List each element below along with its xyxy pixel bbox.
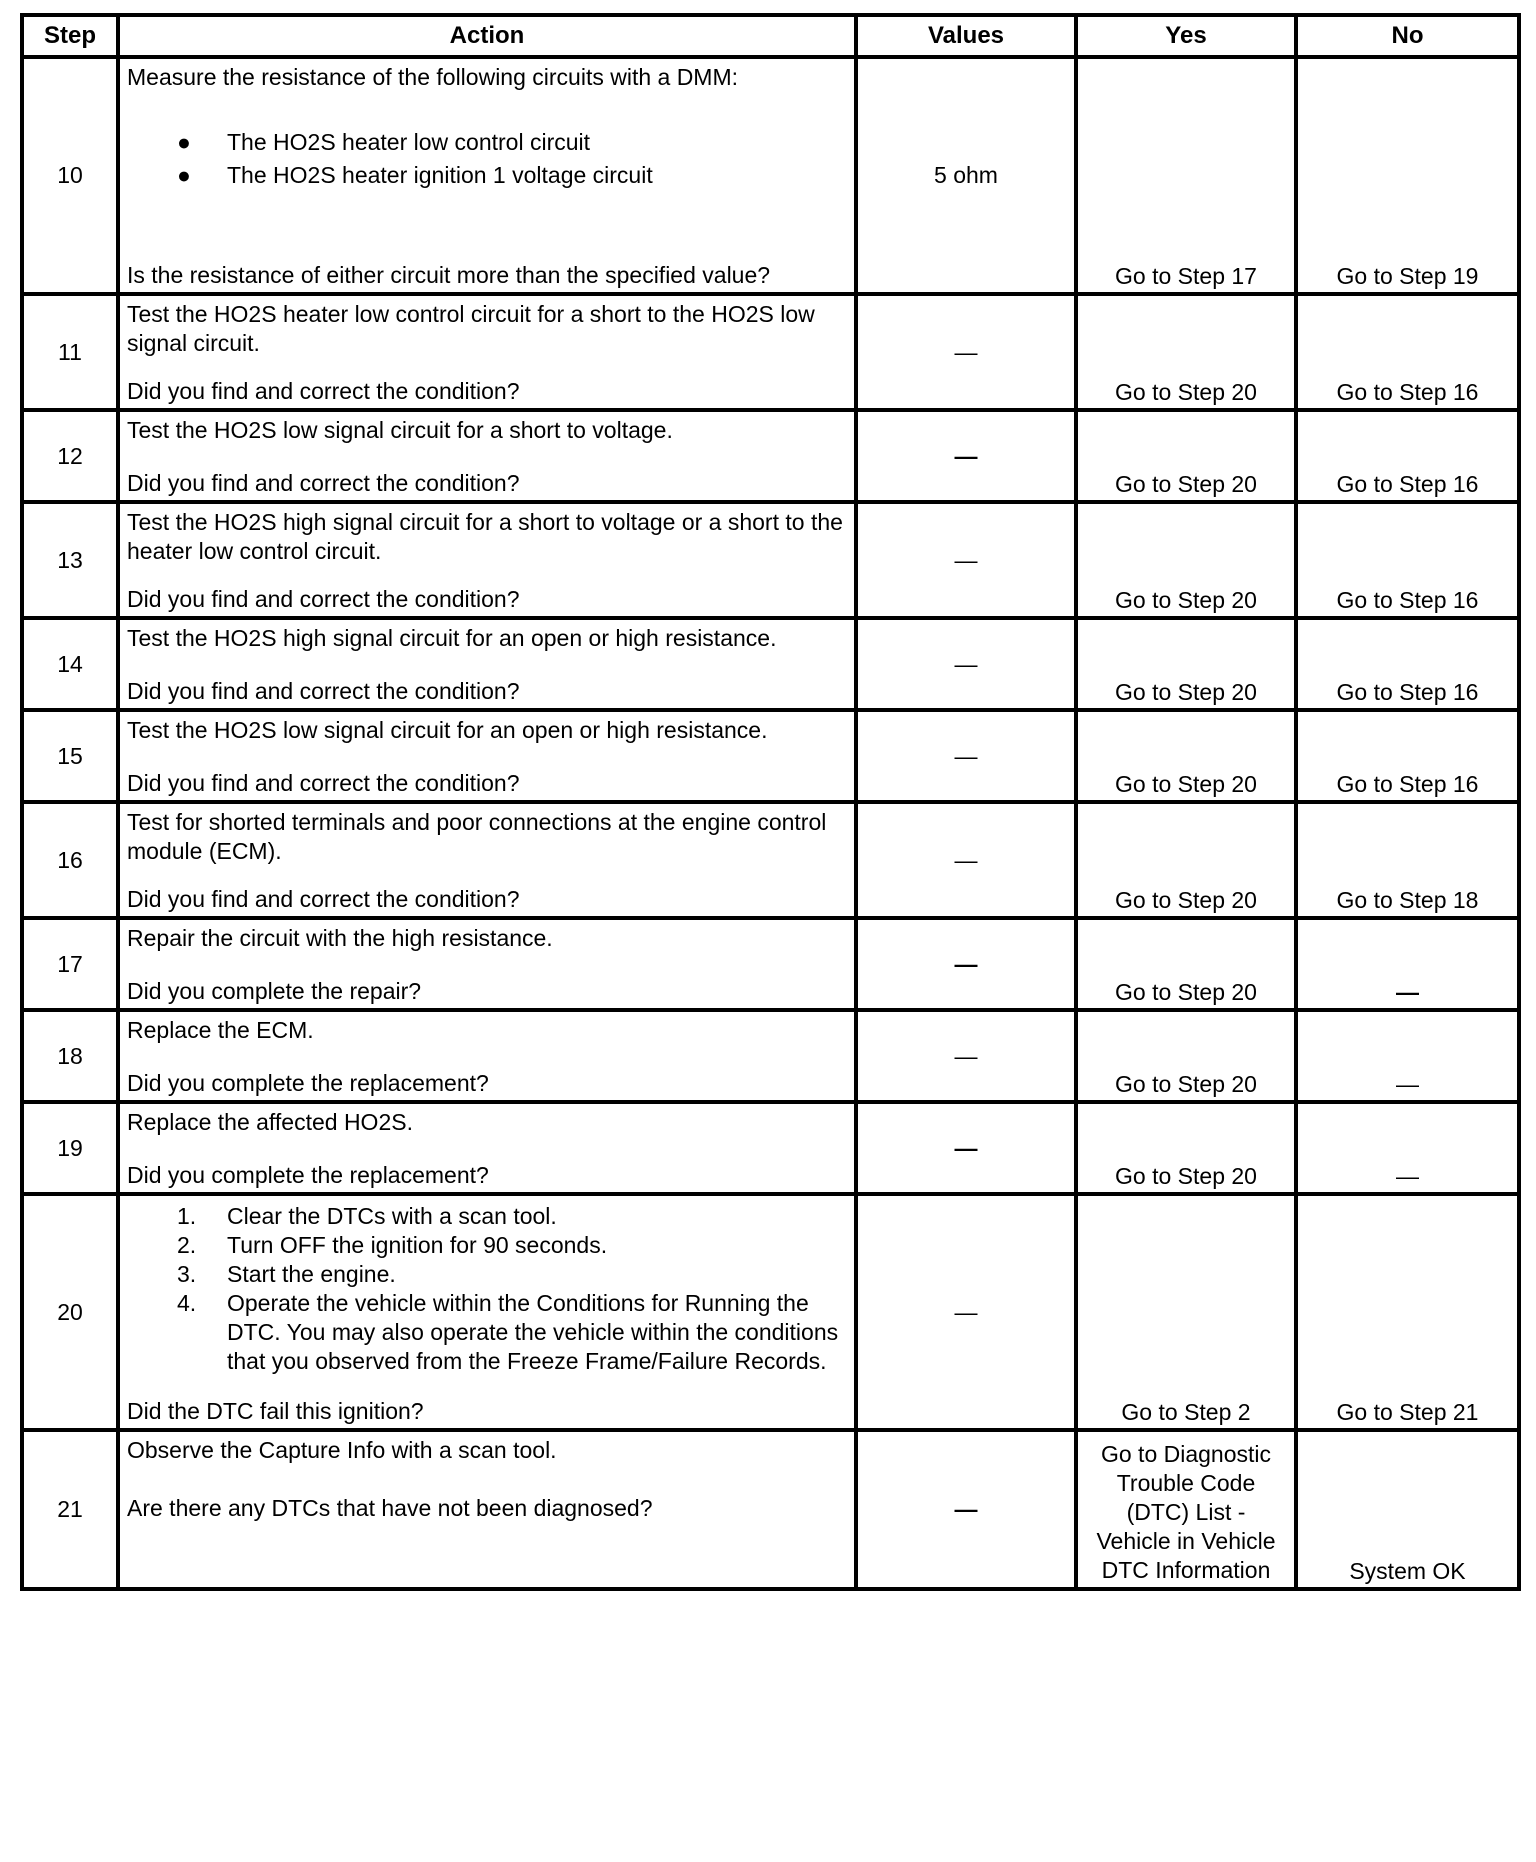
action-cell bbox=[118, 410, 856, 502]
action-question: Did you find and correct the condition? bbox=[127, 770, 520, 796]
action-cell bbox=[118, 710, 856, 802]
action-cell bbox=[118, 57, 856, 294]
yes-cell bbox=[1076, 502, 1296, 618]
step-number: 18 bbox=[22, 1010, 118, 1102]
list-item bbox=[127, 159, 846, 192]
no-cell bbox=[1296, 57, 1519, 294]
action-text: Test the HO2S high signal circuit for an open or high resistance. bbox=[127, 625, 777, 651]
no-result: Go to Step 16 bbox=[1336, 587, 1479, 613]
step-number: 19 bbox=[22, 1102, 118, 1194]
yes-result: Go to Step 20 bbox=[1115, 587, 1257, 613]
action-question: Did you find and correct the condition? bbox=[127, 470, 520, 496]
yes-result: Go to Step 20 bbox=[1115, 1071, 1257, 1097]
value-cell: — bbox=[856, 1102, 1076, 1194]
table-row-step-19 bbox=[22, 1102, 1519, 1194]
list-item bbox=[127, 1231, 846, 1260]
table-row-step-12 bbox=[22, 410, 1519, 502]
yes-cell bbox=[1076, 294, 1296, 410]
table-row-step-15 bbox=[22, 710, 1519, 802]
yes-cell bbox=[1076, 410, 1296, 502]
yes-result: Go to Step 20 bbox=[1115, 379, 1257, 405]
action-question: Did you find and correct the condition? bbox=[127, 678, 520, 704]
action-question: Did you complete the repair? bbox=[127, 978, 422, 1004]
value-cell: — bbox=[856, 710, 1076, 802]
list-number: 1. bbox=[177, 1203, 197, 1229]
step-number: 14 bbox=[22, 618, 118, 710]
bullet-icon: ● bbox=[177, 162, 191, 188]
action-text: Repair the circuit with the high resistance. bbox=[127, 925, 553, 951]
action-cell bbox=[118, 918, 856, 1010]
no-result: — bbox=[1396, 1071, 1419, 1097]
yes-result: Go to Step 20 bbox=[1115, 979, 1257, 1005]
list-text: Turn OFF the ignition for 90 seconds. bbox=[227, 1232, 608, 1258]
action-question: Are there any DTCs that have not been diagnosed? bbox=[127, 1495, 653, 1521]
list-item bbox=[127, 1289, 846, 1376]
step-number: 21 bbox=[22, 1430, 118, 1589]
no-result: — bbox=[1396, 979, 1419, 1005]
yes-cell bbox=[1076, 1102, 1296, 1194]
no-cell bbox=[1296, 1430, 1519, 1589]
action-text: Test the HO2S low signal circuit for an open or high resistance. bbox=[127, 717, 768, 743]
table-row-step-20 bbox=[22, 1194, 1519, 1430]
diagnostic-table-sheet bbox=[20, 13, 1517, 1591]
yes-result: Go to Step 20 bbox=[1115, 1163, 1257, 1189]
table-row-step-16 bbox=[22, 802, 1519, 918]
action-text: Observe the Capture Info with a scan tool. bbox=[127, 1437, 557, 1463]
no-cell bbox=[1296, 802, 1519, 918]
header-no: No bbox=[1296, 15, 1519, 57]
action-cell bbox=[118, 802, 856, 918]
action-cell bbox=[118, 1010, 856, 1102]
yes-result: Go to Step 20 bbox=[1115, 771, 1257, 797]
list-number: 2. bbox=[177, 1232, 197, 1258]
no-result: Go to Step 16 bbox=[1336, 679, 1479, 705]
list-item bbox=[127, 1202, 846, 1231]
no-result: Go to Step 21 bbox=[1336, 1399, 1479, 1425]
no-cell bbox=[1296, 410, 1519, 502]
action-text: Test the HO2S heater low control circuit for a short to the HO2S low signal circuit. bbox=[127, 301, 815, 356]
bullet-text: The HO2S heater low control circuit bbox=[227, 129, 591, 155]
table-row-step-13 bbox=[22, 502, 1519, 618]
value-cell: — bbox=[856, 802, 1076, 918]
yes-result-line: DTC Information bbox=[1101, 1557, 1271, 1583]
value-cell: — bbox=[856, 918, 1076, 1010]
yes-cell bbox=[1076, 1194, 1296, 1430]
no-cell bbox=[1296, 618, 1519, 710]
yes-result: Go to Step 17 bbox=[1115, 263, 1257, 289]
yes-result: Go to Step 2 bbox=[1121, 1399, 1251, 1425]
no-cell bbox=[1296, 1194, 1519, 1430]
no-result: System OK bbox=[1349, 1558, 1466, 1584]
value-cell: — bbox=[856, 618, 1076, 710]
table-row-step-21 bbox=[22, 1430, 1519, 1589]
no-result: Go to Step 19 bbox=[1336, 263, 1479, 289]
yes-result-line: Go to Diagnostic bbox=[1100, 1441, 1272, 1467]
step-number: 17 bbox=[22, 918, 118, 1010]
action-question: Did the DTC fail this ignition? bbox=[127, 1398, 424, 1424]
bullet-text: The HO2S heater ignition 1 voltage circuit bbox=[227, 162, 653, 188]
header-step: Step bbox=[22, 15, 118, 57]
value-cell: — bbox=[856, 294, 1076, 410]
value-cell: — bbox=[856, 1194, 1076, 1430]
table-row-step-14 bbox=[22, 618, 1519, 710]
yes-result: Go to Step 20 bbox=[1115, 887, 1257, 913]
table-header-row bbox=[22, 15, 1519, 57]
value-cell: — bbox=[856, 1430, 1076, 1589]
no-result: Go to Step 16 bbox=[1336, 771, 1479, 797]
action-text: Test the HO2S low signal circuit for a short to voltage. bbox=[127, 417, 673, 443]
action-cell bbox=[118, 502, 856, 618]
value-cell: — bbox=[856, 410, 1076, 502]
action-cell bbox=[118, 1430, 856, 1589]
yes-result bbox=[1078, 1440, 1294, 1585]
yes-cell bbox=[1076, 710, 1296, 802]
action-question: Did you complete the replacement? bbox=[127, 1070, 489, 1096]
list-number: 4. bbox=[177, 1290, 197, 1316]
yes-result: Go to Step 20 bbox=[1115, 679, 1257, 705]
value-cell: 5 ohm bbox=[856, 57, 1076, 294]
yes-result-line: Vehicle in Vehicle bbox=[1096, 1528, 1276, 1554]
list-text: Operate the vehicle within the Conditions for Running the DTC. You may also operate the vehicle within the conditions that you observed from the Freeze Frame/Failure Records. bbox=[227, 1290, 839, 1374]
action-text: Replace the ECM. bbox=[127, 1017, 314, 1043]
step-number: 11 bbox=[22, 294, 118, 410]
action-text: Replace the affected HO2S. bbox=[127, 1109, 413, 1135]
action-text: Test the HO2S high signal circuit for a short to voltage or a short to the heater low control circuit. bbox=[127, 509, 843, 564]
value-cell: — bbox=[856, 502, 1076, 618]
yes-result-line: (DTC) List - bbox=[1126, 1499, 1246, 1525]
no-result: Go to Step 18 bbox=[1336, 887, 1479, 913]
action-question: Did you find and correct the condition? bbox=[127, 586, 520, 612]
action-question: Did you complete the replacement? bbox=[127, 1162, 489, 1188]
action-question: Did you find and correct the condition? bbox=[127, 378, 520, 404]
action-question: Did you find and correct the condition? bbox=[127, 886, 520, 912]
diagnostic-steps-table bbox=[20, 13, 1521, 1591]
no-cell bbox=[1296, 502, 1519, 618]
yes-cell bbox=[1076, 57, 1296, 294]
action-question: Is the resistance of either circuit more than the specified value? bbox=[127, 262, 771, 288]
action-cell bbox=[118, 618, 856, 710]
yes-cell bbox=[1076, 618, 1296, 710]
list-text: Start the engine. bbox=[227, 1261, 396, 1287]
no-result: Go to Step 16 bbox=[1336, 379, 1479, 405]
yes-cell bbox=[1076, 918, 1296, 1010]
table-row-step-11 bbox=[22, 294, 1519, 410]
yes-cell bbox=[1076, 1430, 1296, 1589]
bullet-icon: ● bbox=[177, 129, 191, 155]
step-number: 15 bbox=[22, 710, 118, 802]
numbered-list bbox=[127, 1202, 846, 1376]
step-number: 12 bbox=[22, 410, 118, 502]
no-result: — bbox=[1396, 1163, 1419, 1189]
table-row-step-17 bbox=[22, 918, 1519, 1010]
no-cell bbox=[1296, 294, 1519, 410]
action-text: Measure the resistance of the following circuits with a DMM: bbox=[127, 64, 739, 90]
value-cell: — bbox=[856, 1010, 1076, 1102]
action-text: Test for shorted terminals and poor connections at the engine control module (ECM). bbox=[127, 809, 827, 864]
list-item bbox=[127, 1260, 846, 1289]
no-cell bbox=[1296, 1010, 1519, 1102]
list-number: 3. bbox=[177, 1261, 197, 1287]
no-result: Go to Step 16 bbox=[1336, 471, 1479, 497]
header-values: Values bbox=[856, 15, 1076, 57]
header-action: Action bbox=[118, 15, 856, 57]
no-cell bbox=[1296, 710, 1519, 802]
list-text: Clear the DTCs with a scan tool. bbox=[227, 1203, 557, 1229]
list-item bbox=[127, 126, 846, 159]
yes-cell bbox=[1076, 802, 1296, 918]
yes-result-line: Trouble Code bbox=[1116, 1470, 1256, 1496]
step-number: 13 bbox=[22, 502, 118, 618]
table-row-step-18 bbox=[22, 1010, 1519, 1102]
yes-result: Go to Step 20 bbox=[1115, 471, 1257, 497]
no-cell bbox=[1296, 918, 1519, 1010]
header-yes: Yes bbox=[1076, 15, 1296, 57]
no-cell bbox=[1296, 1102, 1519, 1194]
step-number: 10 bbox=[22, 57, 118, 294]
table-row-step-10 bbox=[22, 57, 1519, 294]
step-number: 20 bbox=[22, 1194, 118, 1430]
step-number: 16 bbox=[22, 802, 118, 918]
action-cell bbox=[118, 1102, 856, 1194]
action-cell bbox=[118, 1194, 856, 1430]
bullet-list bbox=[127, 126, 846, 192]
yes-cell bbox=[1076, 1010, 1296, 1102]
action-cell bbox=[118, 294, 856, 410]
